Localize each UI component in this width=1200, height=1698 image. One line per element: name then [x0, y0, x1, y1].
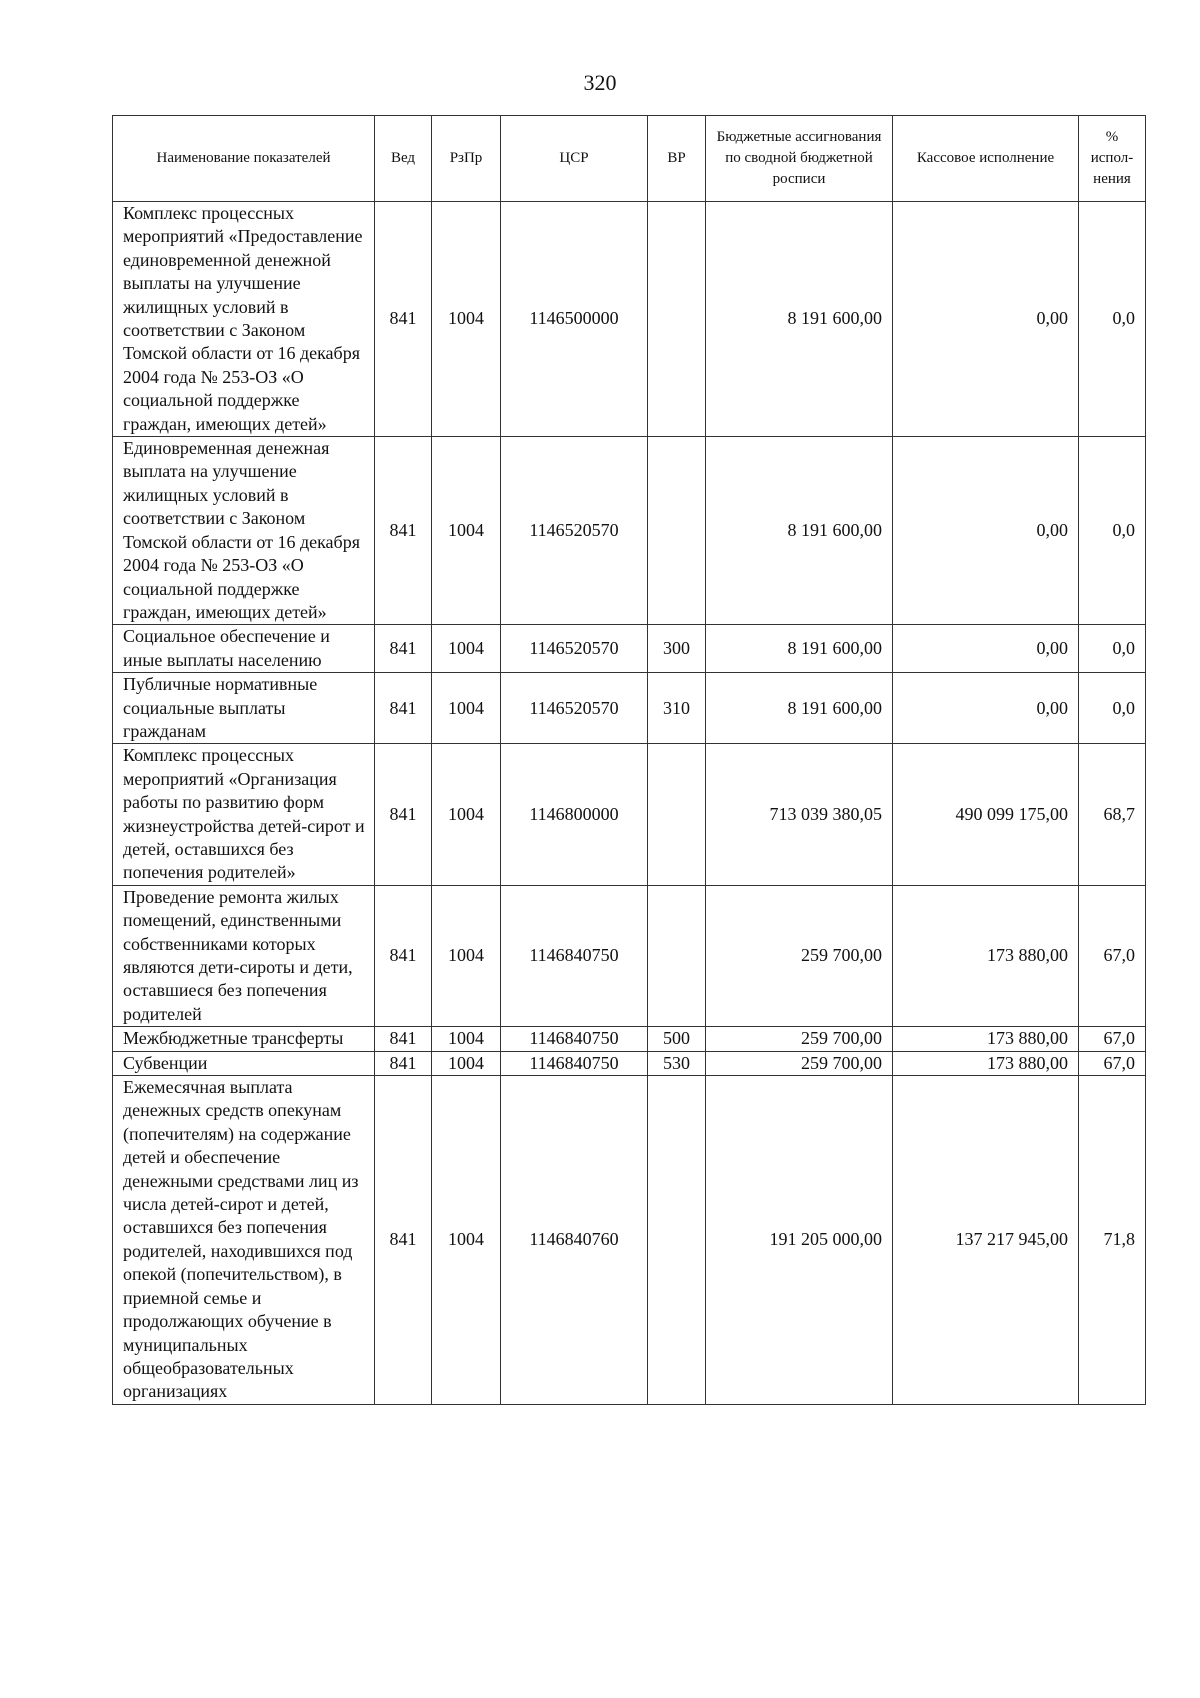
cell-csr: 1146840750 [501, 885, 648, 1026]
cell-ved: 841 [375, 673, 432, 744]
budget-execution-table [112, 115, 1146, 1405]
cell-name: Проведение ремонта жилых помещений, единственными собственниками которых являются дети-сироты и дети, оставшиеся без попечения родителей [113, 885, 375, 1026]
cell-pct: 67,0 [1079, 1051, 1146, 1075]
cell-name: Межбюджетные трансферты [113, 1027, 375, 1051]
table-row [113, 744, 1146, 885]
table-row [113, 202, 1146, 437]
cell-vr: 530 [648, 1051, 706, 1075]
cell-vr [648, 1076, 706, 1405]
table-body [113, 202, 1146, 1405]
cell-ved: 841 [375, 1076, 432, 1405]
cell-pct: 0,0 [1079, 202, 1146, 437]
cell-name: Комплекс процессных мероприятий «Организация работы по развитию форм жизнеустройства детей-сирот и детей, оставшихся без попечения родителей» [113, 744, 375, 885]
cell-name: Субвенции [113, 1051, 375, 1075]
cell-budget: 8 191 600,00 [706, 202, 893, 437]
header-budget: Бюджетные ассигнования по сводной бюджетной росписи [706, 116, 893, 202]
cell-rzpr: 1004 [432, 625, 501, 673]
cell-budget: 191 205 000,00 [706, 1076, 893, 1405]
cell-cash: 173 880,00 [893, 1051, 1079, 1075]
cell-budget: 259 700,00 [706, 1027, 893, 1051]
table-row [113, 1027, 1146, 1051]
cell-vr: 500 [648, 1027, 706, 1051]
header-rzpr: РзПр [432, 116, 501, 202]
cell-pct: 67,0 [1079, 1027, 1146, 1051]
cell-rzpr: 1004 [432, 885, 501, 1026]
cell-pct: 68,7 [1079, 744, 1146, 885]
cell-vr: 300 [648, 625, 706, 673]
cell-ved: 841 [375, 202, 432, 437]
cell-name: Публичные нормативные социальные выплаты гражданам [113, 673, 375, 744]
cell-cash: 0,00 [893, 673, 1079, 744]
cell-budget: 8 191 600,00 [706, 437, 893, 625]
cell-csr: 1146840750 [501, 1027, 648, 1051]
cell-rzpr: 1004 [432, 1027, 501, 1051]
cell-csr: 1146800000 [501, 744, 648, 885]
cell-rzpr: 1004 [432, 202, 501, 437]
cell-ved: 841 [375, 1051, 432, 1075]
cell-rzpr: 1004 [432, 744, 501, 885]
header-pct: % испол-нения [1079, 116, 1146, 202]
cell-cash: 137 217 945,00 [893, 1076, 1079, 1405]
cell-csr: 1146520570 [501, 437, 648, 625]
table-row [113, 1076, 1146, 1405]
header-ved: Вед [375, 116, 432, 202]
cell-budget: 8 191 600,00 [706, 673, 893, 744]
cell-pct: 67,0 [1079, 885, 1146, 1026]
cell-budget: 259 700,00 [706, 885, 893, 1026]
table-header-row [113, 116, 1146, 202]
cell-csr: 1146520570 [501, 625, 648, 673]
header-vr: ВР [648, 116, 706, 202]
cell-ved: 841 [375, 885, 432, 1026]
cell-cash: 0,00 [893, 202, 1079, 437]
cell-pct: 0,0 [1079, 673, 1146, 744]
cell-pct: 0,0 [1079, 437, 1146, 625]
cell-ved: 841 [375, 437, 432, 625]
cell-name: Комплекс процессных мероприятий «Предоставление единовременной денежной выплаты на улучшение жилищных условий в соответствии с Законом Томской области от 16 декабря 2004 года № 253-ОЗ «О социальной поддержке граждан, имеющих детей» [113, 202, 375, 437]
cell-ved: 841 [375, 1027, 432, 1051]
cell-budget: 259 700,00 [706, 1051, 893, 1075]
cell-name: Ежемесячная выплата денежных средств опекунам (попечителям) на содержание детей и обеспечение денежными средствами лиц из числа детей-сирот и детей, оставшихся без попечения родителей, находившихся под опекой (попечительством), в приемной семье и продолжающих обучение в муниципальных общеобразовательных организациях [113, 1076, 375, 1405]
cell-cash: 0,00 [893, 625, 1079, 673]
cell-budget: 8 191 600,00 [706, 625, 893, 673]
header-name: Наименование показателей [113, 116, 375, 202]
cell-budget: 713 039 380,05 [706, 744, 893, 885]
cell-csr: 1146520570 [501, 673, 648, 744]
header-csr: ЦСР [501, 116, 648, 202]
cell-vr [648, 885, 706, 1026]
table-row [113, 673, 1146, 744]
cell-pct: 71,8 [1079, 1076, 1146, 1405]
cell-rzpr: 1004 [432, 673, 501, 744]
cell-cash: 173 880,00 [893, 1027, 1079, 1051]
cell-rzpr: 1004 [432, 1076, 501, 1405]
cell-cash: 173 880,00 [893, 885, 1079, 1026]
cell-name: Единовременная денежная выплата на улучшение жилищных условий в соответствии с Законом Томской области от 16 декабря 2004 года № 253-ОЗ «О социальной поддержке граждан, имеющих детей» [113, 437, 375, 625]
cell-cash: 490 099 175,00 [893, 744, 1079, 885]
cell-vr: 310 [648, 673, 706, 744]
cell-vr [648, 437, 706, 625]
table-row [113, 1051, 1146, 1075]
cell-cash: 0,00 [893, 437, 1079, 625]
page-number: 320 [583, 70, 617, 95]
cell-pct: 0,0 [1079, 625, 1146, 673]
cell-name: Социальное обеспечение и иные выплаты населению [113, 625, 375, 673]
cell-ved: 841 [375, 744, 432, 885]
header-cash: Кассовое исполнение [893, 116, 1079, 202]
cell-vr [648, 202, 706, 437]
table-row [113, 885, 1146, 1026]
cell-csr: 1146840760 [501, 1076, 648, 1405]
cell-csr: 1146500000 [501, 202, 648, 437]
cell-vr [648, 744, 706, 885]
cell-csr: 1146840750 [501, 1051, 648, 1075]
cell-rzpr: 1004 [432, 437, 501, 625]
table-row [113, 625, 1146, 673]
cell-rzpr: 1004 [432, 1051, 501, 1075]
cell-ved: 841 [375, 625, 432, 673]
table-row [113, 437, 1146, 625]
